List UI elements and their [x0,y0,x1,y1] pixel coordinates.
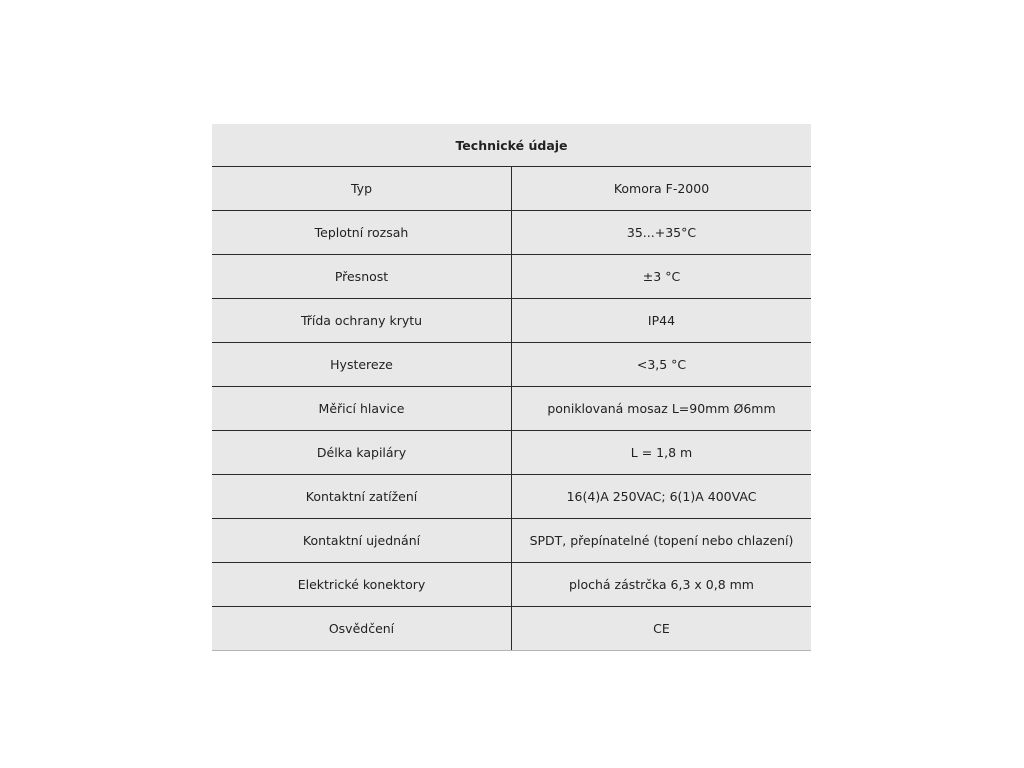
row-value: <3,5 °C [512,343,812,387]
row-label: Měřicí hlavice [212,387,512,431]
table-row [212,211,811,255]
row-value: ±3 °C [512,255,812,299]
table-row [212,299,811,343]
technical-specs-table [212,124,811,651]
table-row [212,343,811,387]
row-label: Přesnost [212,255,512,299]
row-value: 16(4)A 250VAC; 6(1)A 400VAC [512,475,812,519]
row-value: IP44 [512,299,812,343]
table-row [212,563,811,607]
row-value: Komora F-2000 [512,167,812,211]
row-value: poniklovaná mosaz L=90mm Ø6mm [512,387,812,431]
row-value: L = 1,8 m [512,431,812,475]
row-value: CE [512,607,812,651]
row-label: Třída ochrany krytu [212,299,512,343]
table-row [212,607,811,651]
row-label: Délka kapiláry [212,431,512,475]
table-title: Technické údaje [212,124,811,167]
row-value: SPDT, přepínatelné (topení nebo chlazení) [512,519,812,563]
row-value: 35...+35°C [512,211,812,255]
row-label: Hystereze [212,343,512,387]
row-label: Kontaktní zatížení [212,475,512,519]
row-label: Kontaktní ujednání [212,519,512,563]
row-label: Typ [212,167,512,211]
table-header-row [212,124,811,167]
row-label: Osvědčení [212,607,512,651]
row-value: plochá zástrčka 6,3 x 0,8 mm [512,563,812,607]
table-row [212,255,811,299]
table-row [212,475,811,519]
table-row [212,431,811,475]
table-row [212,387,811,431]
table-row [212,519,811,563]
table-row [212,167,811,211]
row-label: Teplotní rozsah [212,211,512,255]
row-label: Elektrické konektory [212,563,512,607]
